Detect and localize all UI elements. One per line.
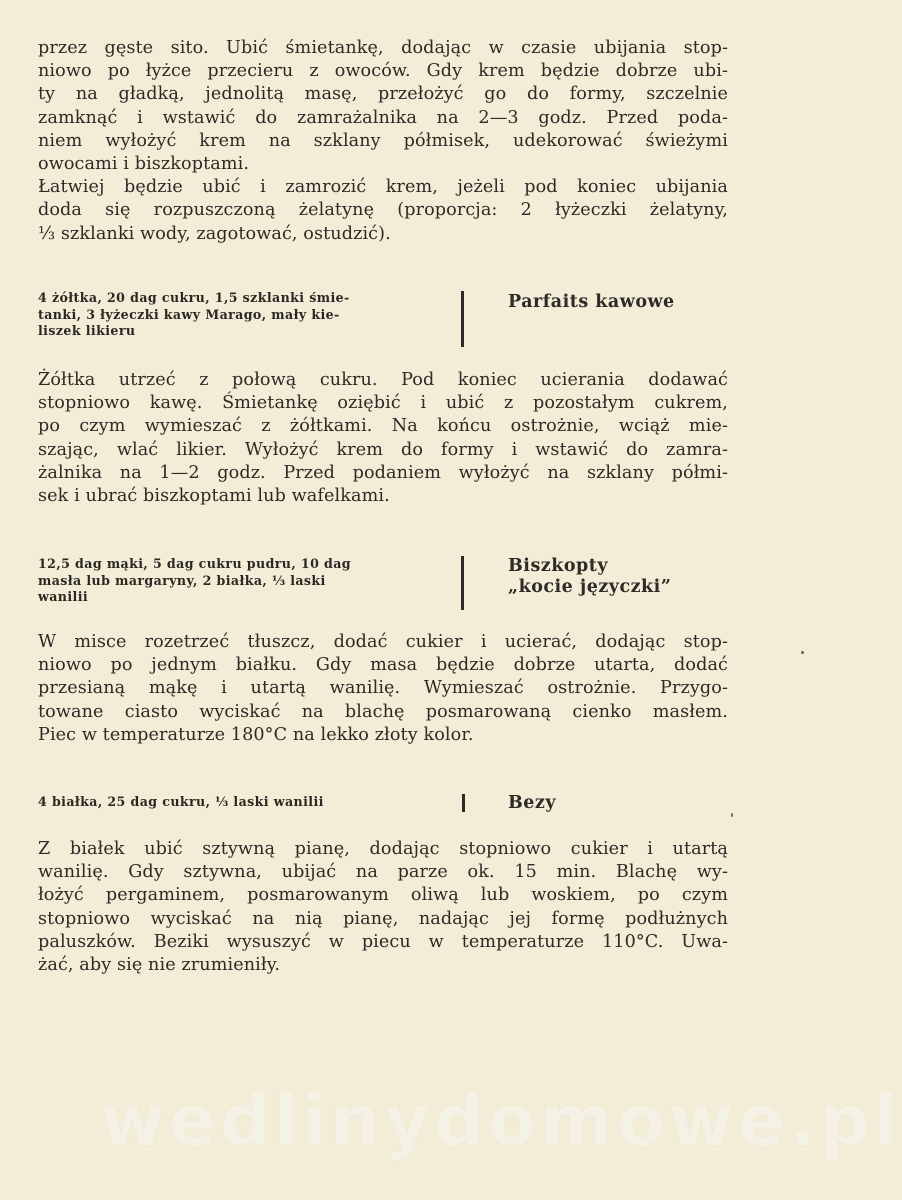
print-speck	[731, 813, 733, 817]
recipe-title-line: „kocie języczki”	[508, 577, 672, 597]
ingredients-line: tanki, 3 łyżeczki kawy Marago, mały kie-	[38, 306, 340, 322]
ingredients-line: 4 żółtka, 20 dag cukru, 1,5 szklanki śmie-	[38, 290, 350, 305]
text-line: łożyć pergaminem, posmarowanym oliwą lub woskiem, po czym	[38, 885, 728, 906]
recipe-title	[508, 556, 671, 598]
text-line: po czym wymieszać z żółtkami. Na końcu ostrożnie, wciąż mie-	[38, 416, 728, 437]
text-line: żalnika na 1—2 godz. Przed podaniem wyłożyć na szklany półmi-	[38, 462, 728, 483]
recipe-title	[508, 292, 675, 313]
recipe-ingredients	[38, 794, 438, 811]
text-line: wanilię. Gdy sztywna, ubijać na parze ok. 15 min. Blachę wy-	[38, 862, 728, 883]
recipe-ingredients	[38, 290, 438, 340]
ingredients-line: wanilii	[38, 589, 89, 604]
recipe-title-line: Parfaits kawowe	[508, 292, 675, 312]
ingredients-line: masła lub margaryny, 2 białka, ⅓ laski	[38, 572, 326, 588]
recipe-instructions	[38, 838, 728, 977]
text-line: niem wyłożyć krem na szklany półmisek, udekorować świeżymi	[38, 130, 728, 151]
text-line: owocami i biszkoptami.	[38, 154, 250, 175]
text-line: towane ciasto wyciskać na blachę posmarowaną cienko masłem.	[38, 701, 728, 722]
text-line: żać, aby się nie zrumieniły.	[38, 955, 281, 976]
text-line: zamknąć i wstawić do zamrażalnika na 2—3 godz. Przed poda-	[38, 107, 728, 128]
recipe-instructions	[38, 369, 728, 508]
site-watermark: wedlinydomowe.pl	[100, 1080, 902, 1162]
text-line: Łatwiej będzie ubić i zamrozić krem, jeżeli pod koniec ubijania	[38, 177, 728, 198]
text-line: przesianą mąkę i utartą wanilię. Wymieszać ostrożnie. Przygo-	[38, 678, 728, 699]
recipe-title-line: Biszkopty	[508, 556, 609, 576]
ingredients-line: liszek likieru	[38, 323, 136, 338]
text-line: niowo po łyżce przecieru z owoców. Gdy krem będzie dobrze ubi-	[38, 61, 728, 82]
ingredients-line: 12,5 dag mąki, 5 dag cukru pudru, 10 dag	[38, 556, 352, 571]
recipe-instructions	[38, 631, 728, 747]
text-line: szając, wlać likier. Wyłożyć krem do formy i wstawić do zamra-	[38, 439, 728, 460]
intro-paragraph	[38, 37, 728, 246]
print-speck	[801, 651, 804, 654]
recipe-divider	[461, 556, 464, 610]
text-line: ⅓ szklanki wody, zagotować, ostudzić).	[38, 223, 391, 244]
ingredients-line: 4 białka, 25 dag cukru, ⅓ laski wanilii	[38, 794, 324, 809]
text-line: Piec w temperaturze 180°C na lekko złoty kolor.	[38, 724, 474, 745]
recipe-title-line: Bezy	[508, 793, 557, 813]
text-line: doda się rozpuszczoną żelatynę (proporcja: 2 łyżeczki żelatyny,	[38, 200, 728, 221]
text-line: Żółtka utrzeć z połową cukru. Pod koniec ucierania dodawać	[38, 370, 728, 390]
text-line: sek i ubrać biszkoptami lub wafelkami.	[38, 486, 390, 507]
text-line: Z białek ubić sztywną pianę, dodając stopniowo cukier i utartą	[38, 839, 728, 859]
text-line: stopniowo wyciskać na nią pianę, nadając jej formę podłużnych	[38, 908, 728, 929]
text-line: niowo po jednym białku. Gdy masa będzie dobrze utarta, dodać	[38, 655, 728, 676]
text-line: przez gęste sito. Ubić śmietankę, dodając w czasie ubijania stop-	[38, 38, 728, 58]
text-line: ty na gładką, jednolitą masę, przełożyć go do formy, szczelnie	[38, 84, 728, 105]
recipe-ingredients	[38, 556, 438, 606]
recipe-title	[508, 793, 556, 814]
text-line: W misce rozetrzeć tłuszcz, dodać cukier i ucierać, dodając stop-	[38, 632, 728, 652]
text-line: paluszków. Beziki wysuszyć w piecu w temperaturze 110°C. Uwa-	[38, 931, 728, 952]
text-line: stopniowo kawę. Śmietankę oziębić i ubić z pozostałym cukrem,	[38, 393, 728, 414]
recipe-divider	[462, 794, 465, 812]
recipe-divider	[461, 291, 464, 347]
